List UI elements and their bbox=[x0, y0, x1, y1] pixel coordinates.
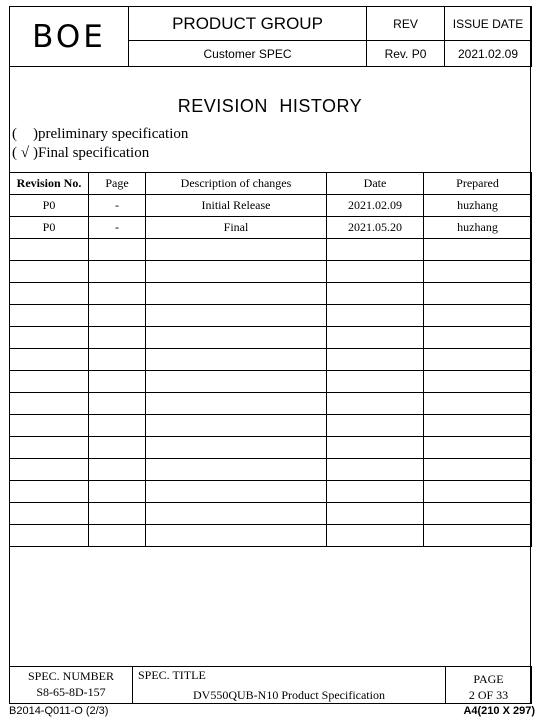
table-cell bbox=[146, 349, 327, 371]
table-row bbox=[10, 261, 532, 283]
table-cell bbox=[327, 503, 424, 525]
table-cell bbox=[89, 503, 146, 525]
table-cell bbox=[10, 437, 89, 459]
table-cell bbox=[327, 327, 424, 349]
table-cell bbox=[146, 481, 327, 503]
col-header-date: Date bbox=[327, 173, 424, 195]
table-cell bbox=[146, 437, 327, 459]
table-cell bbox=[10, 239, 89, 261]
col-header-revision-no: Revision No. bbox=[10, 173, 89, 195]
table-row bbox=[10, 217, 532, 239]
table-cell bbox=[424, 371, 532, 393]
table-cell bbox=[327, 525, 424, 547]
table-cell bbox=[424, 525, 532, 547]
product-group-title: PRODUCT GROUP bbox=[129, 7, 367, 41]
paper-size: A4(210 X 297) bbox=[463, 705, 535, 717]
page-label: PAGE bbox=[473, 672, 504, 686]
table-cell bbox=[424, 327, 532, 349]
table-cell bbox=[327, 349, 424, 371]
table-row bbox=[10, 437, 532, 459]
table-cell bbox=[146, 415, 327, 437]
table-cell bbox=[327, 437, 424, 459]
table-cell bbox=[327, 283, 424, 305]
table-cell bbox=[424, 393, 532, 415]
table-cell bbox=[327, 481, 424, 503]
table-cell bbox=[10, 481, 89, 503]
table-cell bbox=[327, 415, 424, 437]
table-cell bbox=[424, 481, 532, 503]
footer-table bbox=[9, 666, 532, 704]
table-cell bbox=[424, 283, 532, 305]
table-cell bbox=[89, 481, 146, 503]
table-cell bbox=[146, 393, 327, 415]
spec-number-value: S8-65-8D-157 bbox=[36, 685, 106, 699]
revision-history-table bbox=[9, 172, 532, 547]
table-cell: P0 bbox=[10, 217, 89, 239]
table-cell bbox=[146, 327, 327, 349]
table-row bbox=[10, 305, 532, 327]
table-cell bbox=[424, 437, 532, 459]
rev-value: Rev. P0 bbox=[367, 41, 445, 67]
final-label: Final specification bbox=[38, 145, 150, 161]
page-title: REVISION HISTORY bbox=[177, 96, 363, 116]
spec-number-cell bbox=[10, 667, 133, 704]
table-cell bbox=[89, 393, 146, 415]
table-row bbox=[10, 195, 532, 217]
table-cell bbox=[327, 459, 424, 481]
table-cell bbox=[146, 305, 327, 327]
table-row bbox=[10, 393, 532, 415]
table-row bbox=[10, 459, 532, 481]
table-cell bbox=[89, 327, 146, 349]
preliminary-label: preliminary specification bbox=[38, 126, 189, 142]
page-number: 2 OF 33 bbox=[468, 688, 509, 702]
form-id: B2014-Q011-O (2/3) bbox=[9, 705, 109, 717]
table-cell: - bbox=[89, 217, 146, 239]
col-header-description: Description of changes bbox=[146, 173, 327, 195]
table-cell bbox=[424, 261, 532, 283]
table-cell: - bbox=[89, 195, 146, 217]
table-cell: 2021.05.20 bbox=[327, 217, 424, 239]
table-cell bbox=[424, 503, 532, 525]
final-checkmark: √ bbox=[20, 145, 30, 161]
table-cell bbox=[89, 239, 146, 261]
table-row bbox=[10, 239, 532, 261]
table-cell bbox=[327, 305, 424, 327]
table-row bbox=[10, 503, 532, 525]
table-cell: Final bbox=[146, 217, 327, 239]
col-header-prepared: Prepared bbox=[424, 173, 532, 195]
table-cell bbox=[10, 283, 89, 305]
table-cell bbox=[89, 349, 146, 371]
table-row bbox=[10, 525, 532, 547]
final-option: ( √ )Final specification bbox=[12, 145, 150, 161]
table-cell: P0 bbox=[10, 195, 89, 217]
issue-date-label: ISSUE DATE bbox=[445, 7, 532, 41]
table-cell bbox=[146, 503, 327, 525]
company-logo: BOE bbox=[10, 7, 129, 67]
table-cell bbox=[10, 371, 89, 393]
table-cell bbox=[10, 305, 89, 327]
table-cell bbox=[146, 239, 327, 261]
table-cell: huzhang bbox=[424, 195, 532, 217]
spec-title-value: DV550QUB-N10 Product Specification bbox=[193, 688, 385, 702]
table-cell bbox=[327, 239, 424, 261]
table-cell bbox=[10, 261, 89, 283]
col-header-page: Page bbox=[89, 173, 146, 195]
table-cell bbox=[424, 239, 532, 261]
table-row bbox=[10, 481, 532, 503]
issue-date-value: 2021.02.09 bbox=[445, 41, 532, 67]
table-cell bbox=[327, 261, 424, 283]
table-cell bbox=[89, 437, 146, 459]
table-cell bbox=[424, 415, 532, 437]
table-cell bbox=[146, 525, 327, 547]
spec-title-label: SPEC. TITLE bbox=[138, 668, 206, 682]
table-cell bbox=[327, 371, 424, 393]
table-cell bbox=[146, 371, 327, 393]
table-cell bbox=[424, 305, 532, 327]
table-cell bbox=[89, 305, 146, 327]
table-cell bbox=[89, 283, 146, 305]
table-cell bbox=[424, 349, 532, 371]
page-cell bbox=[446, 667, 532, 704]
table-cell bbox=[146, 283, 327, 305]
table-cell bbox=[89, 261, 146, 283]
table-cell bbox=[10, 503, 89, 525]
table-row bbox=[10, 371, 532, 393]
table-cell bbox=[10, 349, 89, 371]
table-row bbox=[10, 415, 532, 437]
table-cell bbox=[10, 327, 89, 349]
table-cell bbox=[146, 261, 327, 283]
table-cell bbox=[10, 393, 89, 415]
table-cell bbox=[10, 459, 89, 481]
table-cell bbox=[424, 459, 532, 481]
table-cell bbox=[146, 459, 327, 481]
table-row bbox=[10, 283, 532, 305]
spec-title-cell bbox=[133, 667, 446, 704]
rev-label: REV bbox=[367, 7, 445, 41]
header-table bbox=[9, 6, 532, 67]
table-cell: Initial Release bbox=[146, 195, 327, 217]
table-row bbox=[10, 349, 532, 371]
table-cell bbox=[89, 371, 146, 393]
table-cell: huzhang bbox=[424, 217, 532, 239]
table-cell: 2021.02.09 bbox=[327, 195, 424, 217]
table-cell bbox=[89, 415, 146, 437]
spec-number-label: SPEC. NUMBER bbox=[27, 669, 115, 683]
preliminary-option: ( )preliminary specification bbox=[12, 126, 189, 142]
table-row bbox=[10, 327, 532, 349]
customer-spec-label: Customer SPEC bbox=[129, 41, 367, 67]
table-cell bbox=[89, 459, 146, 481]
table-cell bbox=[327, 393, 424, 415]
table-cell bbox=[10, 525, 89, 547]
table-cell bbox=[89, 525, 146, 547]
table-cell bbox=[10, 415, 89, 437]
